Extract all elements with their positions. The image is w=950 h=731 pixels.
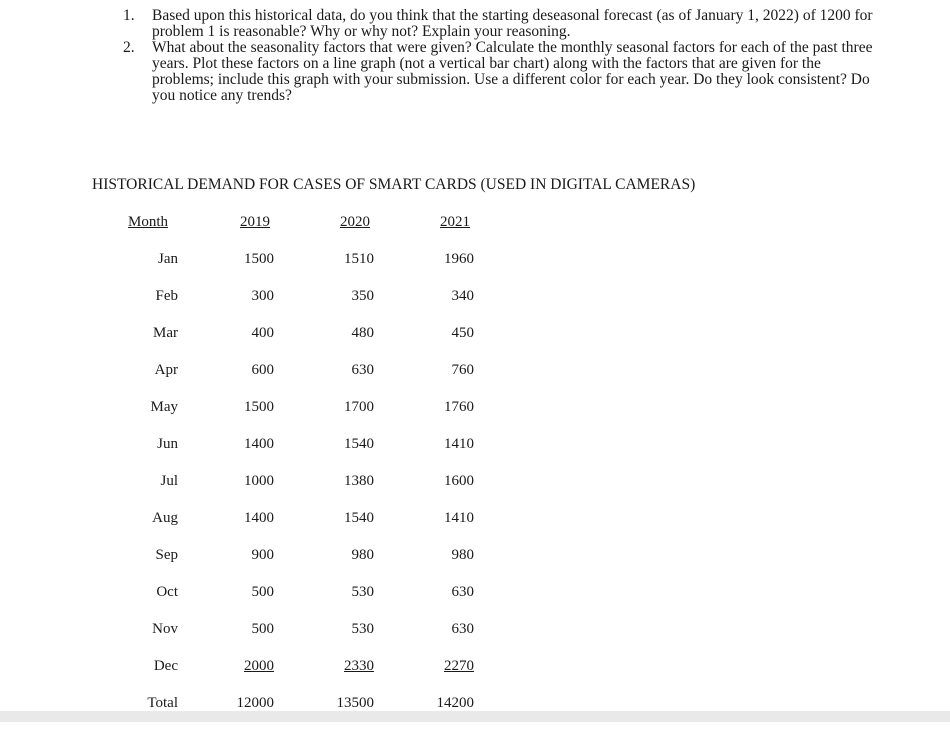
value-2019: 400 [251,325,274,341]
month-cell: Dec [153,658,178,674]
value-2019: 500 [251,621,274,637]
value-2020: 350 [351,288,374,304]
value-2021: 340 [451,288,474,304]
value-2021: 630 [451,584,474,600]
question-2-text: What about the seasonality factors that were given? Calculate the monthly seasonal factors for each of the past three years. Plot these factors on a line graph (not a vertical bar chart) along with the factors that are given for the problems; include this graph with your submission. Use a different color for each year. Do they look consistent? Do you notice any trends? [152,39,873,104]
bottom-scroll-bar[interactable] [0,711,950,722]
value-2021: 450 [451,325,474,341]
question-1-number: 1. [123,7,135,24]
month-cell: Oct [156,584,178,600]
month-cell: Nov [152,621,178,637]
value-2021: 630 [451,621,474,637]
value-2020: 1540 [344,510,374,526]
header-month: Month [128,214,169,230]
value-2021: 2270 [444,658,474,674]
value-2020: 1510 [344,251,374,267]
value-2020: 2330 [344,658,374,674]
total-2019: 12000 [236,695,274,711]
question-list [118,8,878,104]
value-2020: 530 [351,584,374,600]
question-1-text: Based upon this historical data, do you think that the starting deseasonal forecast (as of January 1, 2022) of 1200 for problem 1 is reasonable? Why or why not? Explain your reasoning. [152,7,873,40]
value-2019: 1500 [244,251,274,267]
value-2020: 1540 [344,436,374,452]
month-cell: Jun [157,436,178,452]
header-2020: 2020 [340,214,370,230]
month-cell: Mar [153,325,178,341]
month-cell: May [150,399,178,415]
total-label: Total [147,695,178,711]
value-2021: 1600 [444,473,474,489]
month-cell: Apr [154,362,178,378]
value-2021: 1960 [444,251,474,267]
value-2019: 1400 [244,510,274,526]
month-cell: Jan [158,251,178,267]
table-title: HISTORICAL DEMAND FOR CASES OF SMART CARDS (USED IN DIGITAL CAMERAS) [92,176,696,193]
header-2019: 2019 [240,214,270,230]
value-2021: 980 [451,547,474,563]
month-cell: Aug [152,510,178,526]
total-2020: 13500 [336,695,374,711]
month-cell: Jul [160,473,178,489]
total-2021: 14200 [436,695,474,711]
value-2019: 1400 [244,436,274,452]
value-2021: 1410 [444,436,474,452]
question-2-number: 2. [123,39,135,56]
value-2019: 1000 [244,473,274,489]
value-2019: 300 [251,288,274,304]
value-2019: 600 [251,362,274,378]
question-2 [118,40,878,104]
value-2019: 1500 [244,399,274,415]
value-2020: 1380 [344,473,374,489]
value-2020: 480 [351,325,374,341]
value-2021: 1410 [444,510,474,526]
value-2020: 630 [351,362,374,378]
value-2021: 760 [451,362,474,378]
question-1 [118,8,878,40]
header-2021: 2021 [440,214,470,230]
value-2019: 2000 [244,658,274,674]
value-2019: 500 [251,584,274,600]
value-2020: 1700 [344,399,374,415]
value-2020: 530 [351,621,374,637]
value-2019: 900 [251,547,274,563]
month-cell: Feb [155,288,178,304]
value-2021: 1760 [444,399,474,415]
month-cell: Sep [155,547,178,563]
value-2020: 980 [351,547,374,563]
